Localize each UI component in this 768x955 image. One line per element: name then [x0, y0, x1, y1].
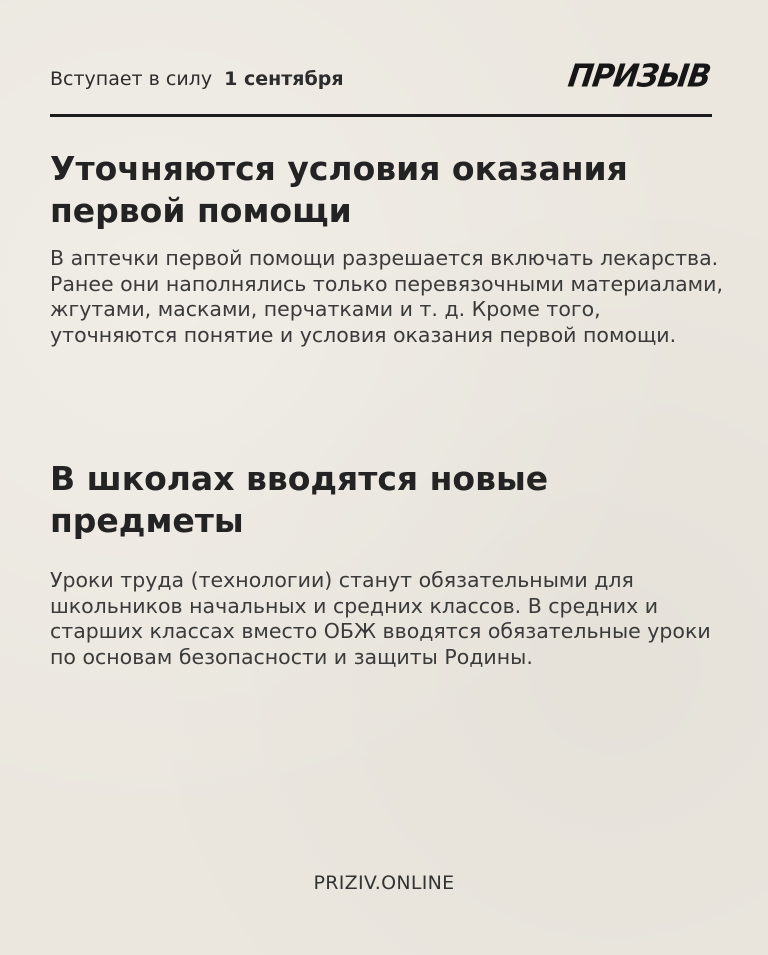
effective-label: Вступает в силу	[50, 68, 213, 90]
footer-website: PRIZIV.ONLINE	[313, 872, 455, 894]
header-divider	[50, 114, 712, 117]
effective-date: 1 сентября	[224, 68, 344, 90]
header	[50, 58, 712, 98]
logo: ПРИЗЫВ	[565, 58, 712, 95]
section-1-body: В аптечки первой помощи разрешается включать лекарства. Ранее они наполнялись только перевязочными материалами, жгутами, масками, перчатками и т. д. Кроме того, уточняются понятие и условия оказания первой помощи.	[50, 246, 723, 347]
section-1-title: Уточняются условия оказания первой помощи	[50, 149, 628, 230]
effective-date-line	[50, 68, 344, 90]
section-2-title: В школах вводятся новые предметы	[50, 459, 549, 540]
section-2-body: Уроки труда (технологии) станут обязательными для школьников начальных и средних классов. В средних и старших классах вместо ОБЖ вводятся обязательные уроки по основам безопасности и защиты Родины.	[50, 568, 711, 669]
